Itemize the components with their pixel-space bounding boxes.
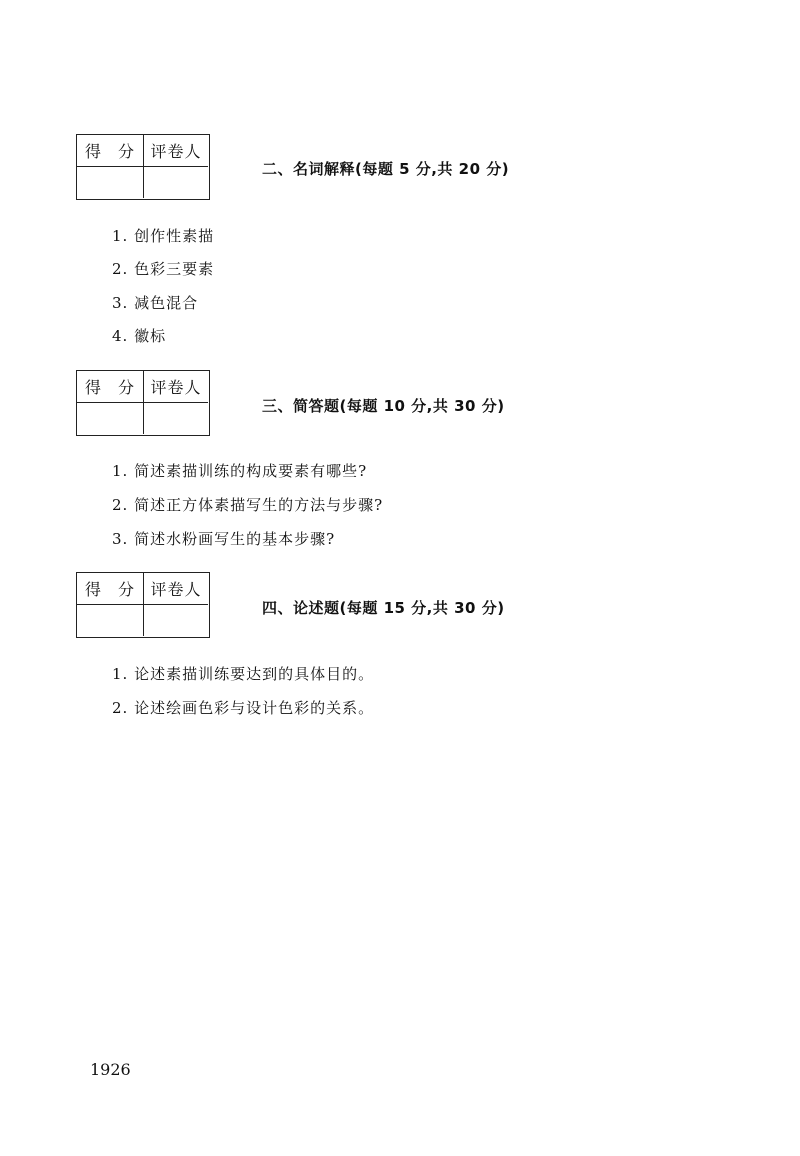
question-item: 3. 减色混合	[112, 294, 199, 312]
grader-label: 评卷人	[144, 135, 208, 167]
grader-cell[interactable]	[144, 403, 208, 434]
score-table	[76, 370, 210, 436]
grader-label: 评卷人	[144, 371, 208, 403]
grader-cell[interactable]	[144, 605, 208, 636]
section-title: 二、名词解释(每题 5 分,共 20 分)	[262, 160, 510, 178]
score-cell[interactable]	[77, 605, 144, 636]
grader-cell[interactable]	[144, 167, 208, 198]
score-label: 得 分	[77, 371, 144, 403]
score-label: 得 分	[77, 573, 144, 605]
grader-label: 评卷人	[144, 573, 208, 605]
question-item: 2. 简述正方体素描写生的方法与步骤?	[112, 496, 384, 514]
score-table	[76, 134, 210, 200]
section-title: 三、简答题(每题 10 分,共 30 分)	[262, 397, 505, 415]
page-number: 1926	[90, 1060, 131, 1079]
question-item: 2. 论述绘画色彩与设计色彩的关系。	[112, 699, 375, 717]
score-cell[interactable]	[77, 403, 144, 434]
score-label: 得 分	[77, 135, 144, 167]
question-item: 4. 徽标	[112, 327, 167, 345]
question-item: 1. 论述素描训练要达到的具体目的。	[112, 665, 375, 683]
question-item: 1. 创作性素描	[112, 227, 215, 245]
section-title: 四、论述题(每题 15 分,共 30 分)	[262, 599, 505, 617]
question-item: 2. 色彩三要素	[112, 260, 215, 278]
question-item: 3. 简述水粉画写生的基本步骤?	[112, 530, 336, 548]
score-table	[76, 572, 210, 638]
score-cell[interactable]	[77, 167, 144, 198]
question-item: 1. 简述素描训练的构成要素有哪些?	[112, 462, 368, 480]
